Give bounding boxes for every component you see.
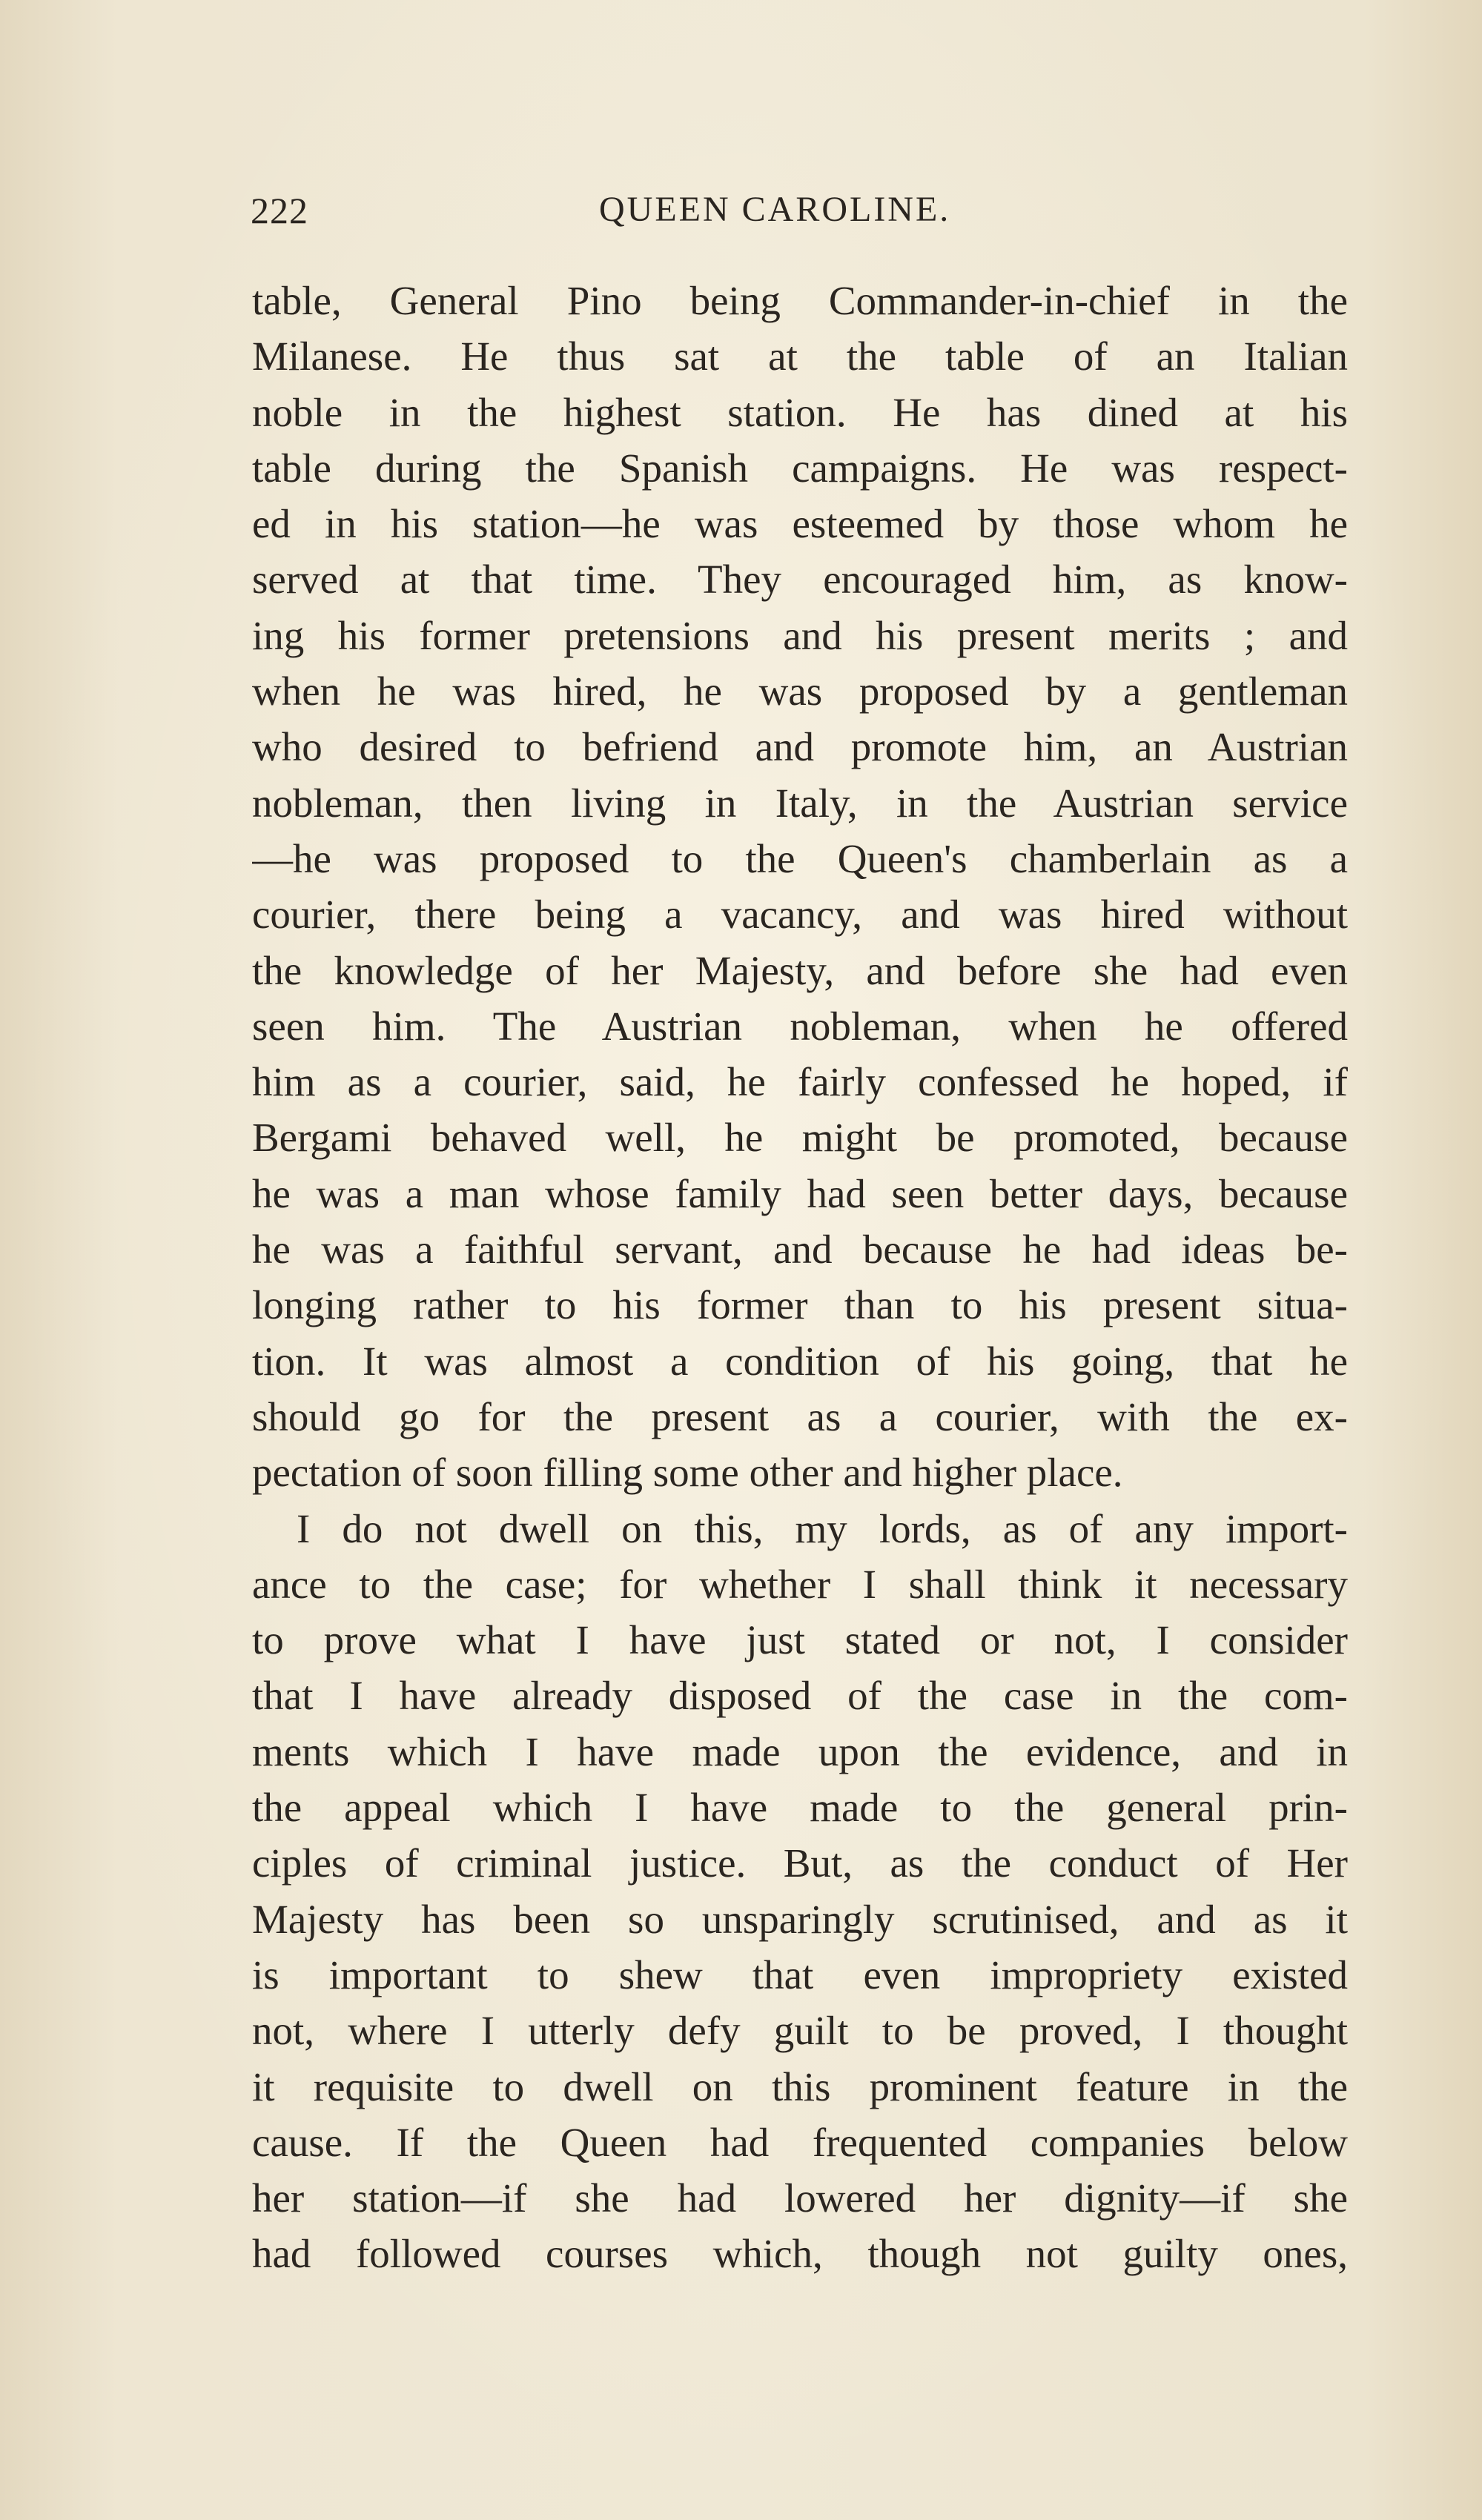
text-line: ments which I have made upon the evidence, and in <box>252 1728 1348 1774</box>
text-line: is important to shew that even impropriety existed <box>252 1952 1348 1997</box>
page-number: 222 <box>251 190 308 231</box>
text-line: who desired to befriend and promote him, an Austrian <box>252 724 1348 770</box>
text-line: the appeal which I have made to the general prin- <box>252 1785 1348 1831</box>
text-line: should go for the present as a courier, with the ex- <box>252 1393 1348 1439</box>
text-line: that I have already disposed of the case in the com- <box>252 1673 1348 1719</box>
text-line: seen him. The Austrian nobleman, when he offered <box>252 1003 1348 1049</box>
text-line: courier, there being a vacancy, and was hired without <box>252 892 1348 938</box>
text-line: he was a man whose family had seen better days, because <box>252 1170 1348 1216</box>
paragraph-1 <box>252 273 1348 1501</box>
text-line: tion. It was almost a condition of his going, that he <box>252 1338 1348 1384</box>
text-line: ance to the case; for whether I shall think it necessary <box>252 1561 1348 1607</box>
text-line: her station—if she had lowered her dignity—if she <box>252 2175 1348 2221</box>
text-line: table, General Pino being Commander-in-chief in the <box>252 278 1348 323</box>
text-line: noble in the highest station. He has dined at his <box>252 389 1348 435</box>
text-line: —he was proposed to the Queen's chamberlain as a <box>252 835 1348 881</box>
body-text <box>252 273 1348 2282</box>
text-line: served at that time. They encouraged him, as know- <box>252 557 1348 603</box>
text-line: Majesty has been so unsparingly scrutinised, and as it <box>252 1896 1348 1942</box>
text-line: ed in his station—he was esteemed by those whom he <box>252 501 1348 547</box>
text-line: table during the Spanish campaigns. He was respect- <box>252 445 1348 491</box>
text-line: it requisite to dwell on this prominent feature in the <box>252 2063 1348 2109</box>
text-line: I do not dwell on this, my lords, as of any import- <box>297 1505 1348 1551</box>
text-line: ing his former pretensions and his present merits ; and <box>252 612 1348 658</box>
text-line: pectation of soon filling some other and higher place. <box>252 1450 1123 1496</box>
text-line: when he was hired, he was proposed by a gentleman <box>252 669 1348 714</box>
text-line: Bergami behaved well, he might be promoted, because <box>252 1115 1348 1161</box>
running-head <box>251 189 1348 241</box>
text-line: cause. If the Queen had frequented companies below <box>252 2119 1348 2165</box>
text-line: he was a faithful servant, and because he had ideas be- <box>252 1227 1348 1273</box>
text-line: not, where I utterly defy guilt to be proved, I thought <box>252 2008 1348 2054</box>
text-line: the knowledge of her Majesty, and before she had even <box>252 947 1348 993</box>
text-line: ciples of criminal justice. But, as the conduct of Her <box>252 1840 1348 1886</box>
running-title: QUEEN CAROLINE. <box>599 190 951 229</box>
text-line: had followed courses which, though not guilty ones, <box>252 2231 1348 2277</box>
paragraph-2 <box>252 1501 1348 2282</box>
text-line: to prove what I have just stated or not, I consider <box>252 1617 1348 1663</box>
text-line: nobleman, then living in Italy, in the Austrian service <box>252 780 1348 826</box>
text-line: Milanese. He thus sat at the table of an Italian <box>252 334 1348 379</box>
text-line: longing rather to his former than to his present situa- <box>252 1282 1348 1328</box>
text-line: him as a courier, said, he fairly confessed he hoped, if <box>252 1059 1348 1105</box>
